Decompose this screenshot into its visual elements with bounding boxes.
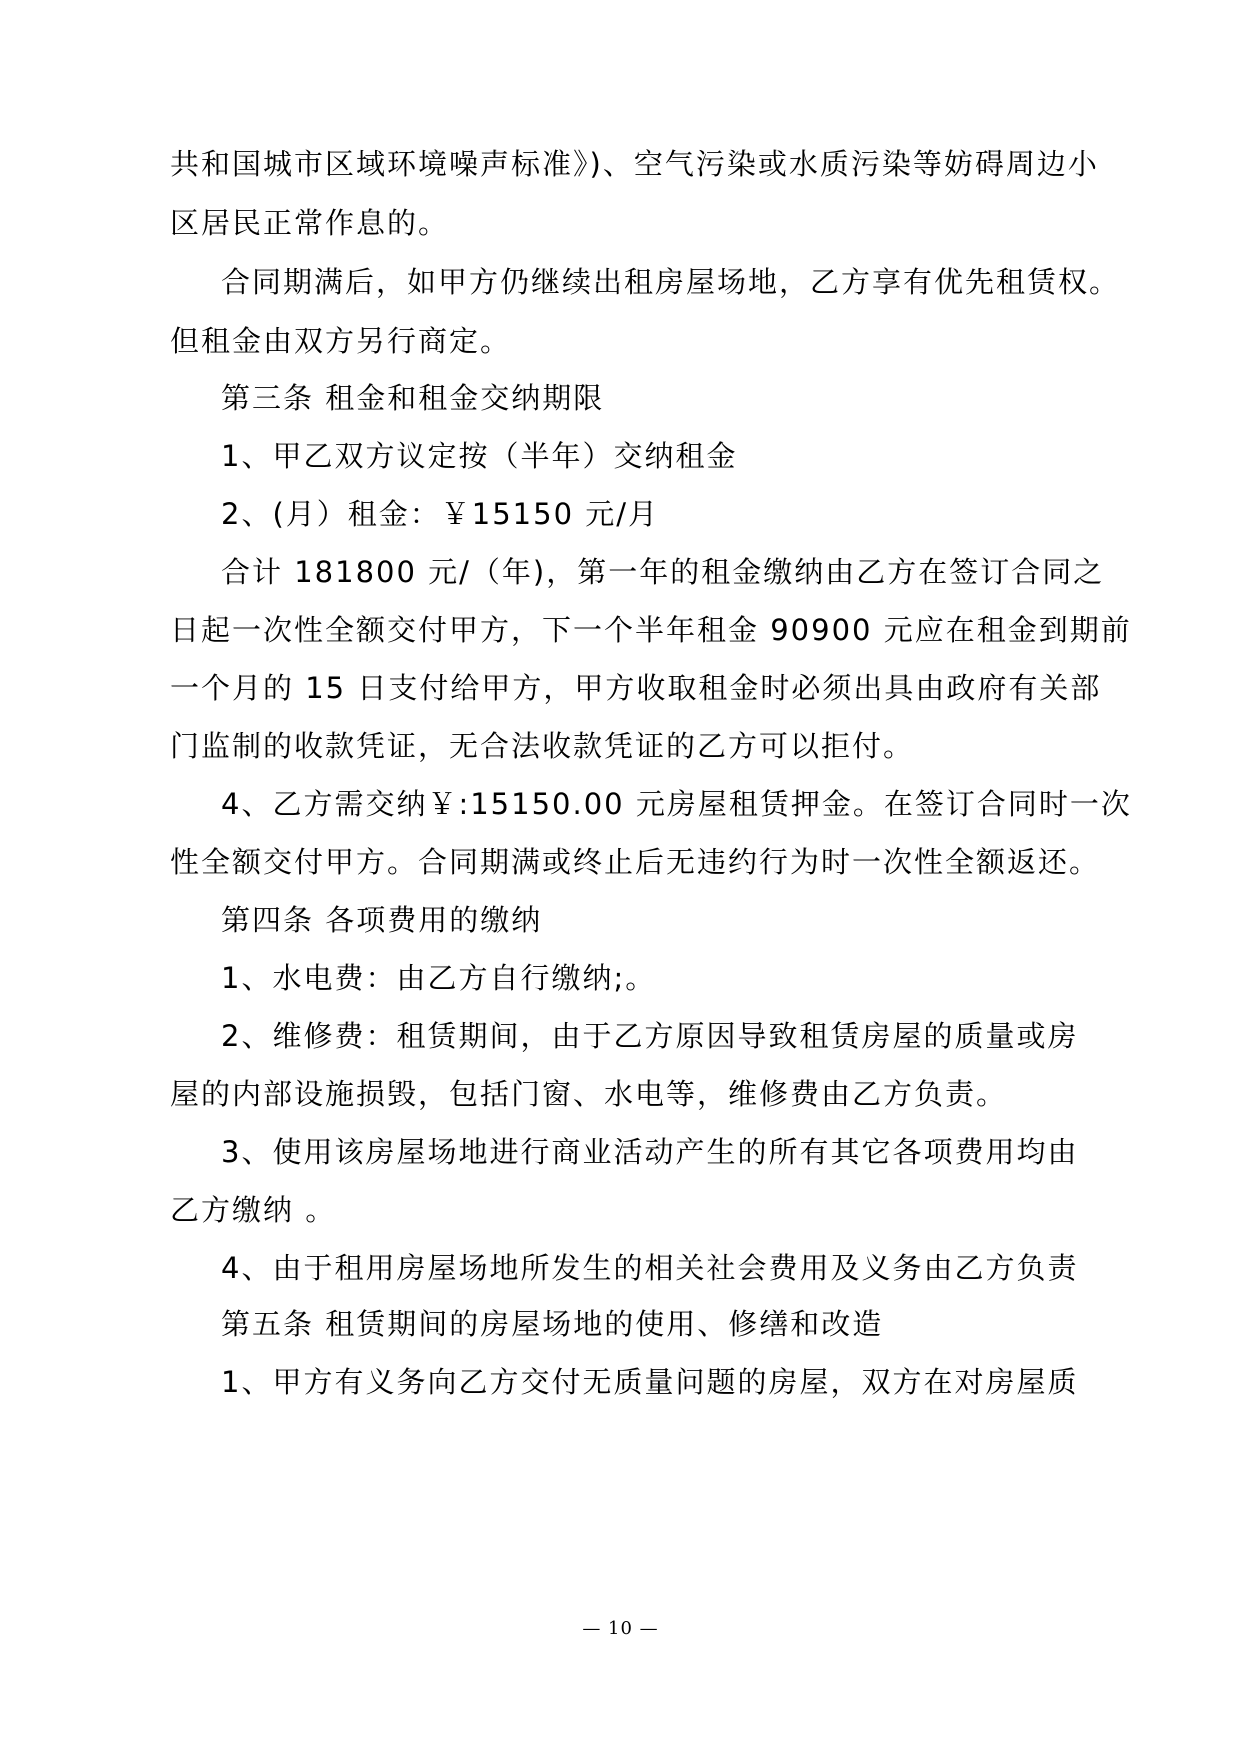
text-line: 一个月的 15 日支付给甲方，甲方收取租金时必须出具由政府有关部 [170,671,1102,705]
text-line: 3、使用该房屋场地进行商业活动产生的所有其它各项费用均由 [221,1135,1079,1169]
text-line: 合计 181800 元/（年)，第一年的租金缴纳由乙方在签订合同之 [221,555,1105,589]
text-line: 屋的内部设施损毁，包括门窗、水电等，维修费由乙方负责。 [170,1077,1008,1111]
page-number: — 10 — [582,1618,659,1639]
text-line: 日起一次性全额交付甲方，下一个半年租金 90900 元应在租金到期前 [170,613,1132,647]
text-line: 门监制的收款凭证，无合法收款凭证的乙方可以拒付。 [170,729,915,763]
text-line: 4、由于租用房屋场地所发生的相关社会费用及义务由乙方负责 [221,1251,1079,1285]
text-line: 性全额交付甲方。合同期满或终止后无违约行为时一次性全额返还。 [170,845,1101,879]
section-heading: 第五条 租赁期间的房屋场地的使用、修缮和改造 [221,1307,884,1341]
text-line: 乙方缴纳 。 [170,1193,337,1227]
text-line: 合同期满后，如甲方仍继续出租房屋场地，乙方享有优先租赁权。 [221,265,1121,299]
text-line: 共和国城市区域环境噪声标准》)、空气污染或水质污染等妨碍周边小 [170,147,1099,181]
section-heading: 第四条 各项费用的缴纳 [221,903,543,937]
text-line: 但租金由双方另行商定。 [170,324,512,358]
text-line: 2、维修费：租赁期间，由于乙方原因导致租赁房屋的质量或房 [221,1019,1079,1053]
section-heading: 第三条 租金和租金交纳期限 [221,381,605,415]
text-line: 2、(月）租金：￥15150 元/月 [221,497,660,531]
text-line: 1、甲乙双方议定按（半年）交纳租金 [221,439,738,473]
text-line: 4、乙方需交纳￥:15150.00 元房屋租赁押金。在签订合同时一次 [221,787,1132,821]
text-line: 1、甲方有义务向乙方交付无质量问题的房屋，双方在对房屋质 [221,1365,1079,1399]
text-line: 1、水电费：由乙方自行缴纳;。 [221,961,657,995]
text-line: 区居民正常作息的。 [170,206,450,240]
